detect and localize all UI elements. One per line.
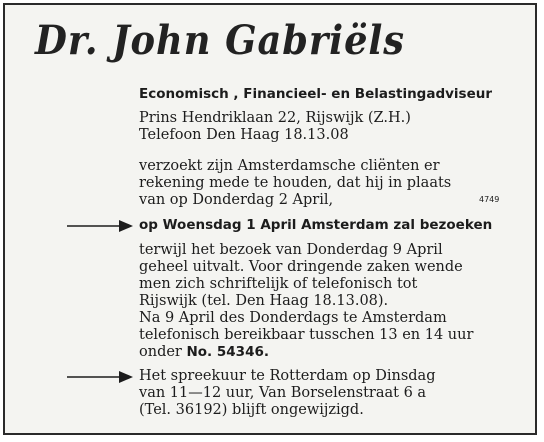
reference-number: 4749 [479,195,500,204]
body-line-prefix: onder [139,344,187,360]
body-line: Het spreekuur te Rotterdam op Dinsdag [139,368,436,384]
profession-line: Economisch , Financieel- en Belastingadviseur [139,86,493,102]
advertiser-name: Dr. John Gabriëls [35,17,405,64]
arrow-right-icon [67,219,133,233]
body-line: van op Donderdag 2 April, [139,192,334,208]
body-line: terwijl het bezoek van Donderdag 9 April [139,242,443,258]
phone-line: Telefoon Den Haag 18.13.08 [139,127,349,143]
body-line: verzoekt zijn Amsterdamsche cliënten er [139,158,440,174]
body-line: van 11—12 uur, Van Borselenstraat 6 a [139,385,427,401]
body-line: (Tel. 36192) blijft ongewijzigd. [139,402,364,418]
body-line: Rijswijk (tel. Den Haag 18.13.08). [139,293,389,309]
arrow-right-icon [67,370,133,384]
body-line: men zich schriftelijk of telefonisch tot [139,276,418,292]
body-line: telefonisch bereikbaar tusschen 13 en 14 uur [139,327,474,343]
body-line: geheel uitvalt. Voor dringende zaken wende [139,259,463,275]
highlight-line: op Woensdag 1 April Amsterdam zal bezoeken [139,217,493,233]
body-line [139,343,269,361]
phone-number: No. 54346. [186,344,269,360]
body-line: Na 9 April des Donderdags te Amsterdam [139,310,447,326]
body-line: rekening mede te houden, dat hij in plaats [139,175,452,191]
newspaper-advertisement [3,3,537,435]
address-line: Prins Hendriklaan 22, Rijswijk (Z.H.) [139,110,411,126]
